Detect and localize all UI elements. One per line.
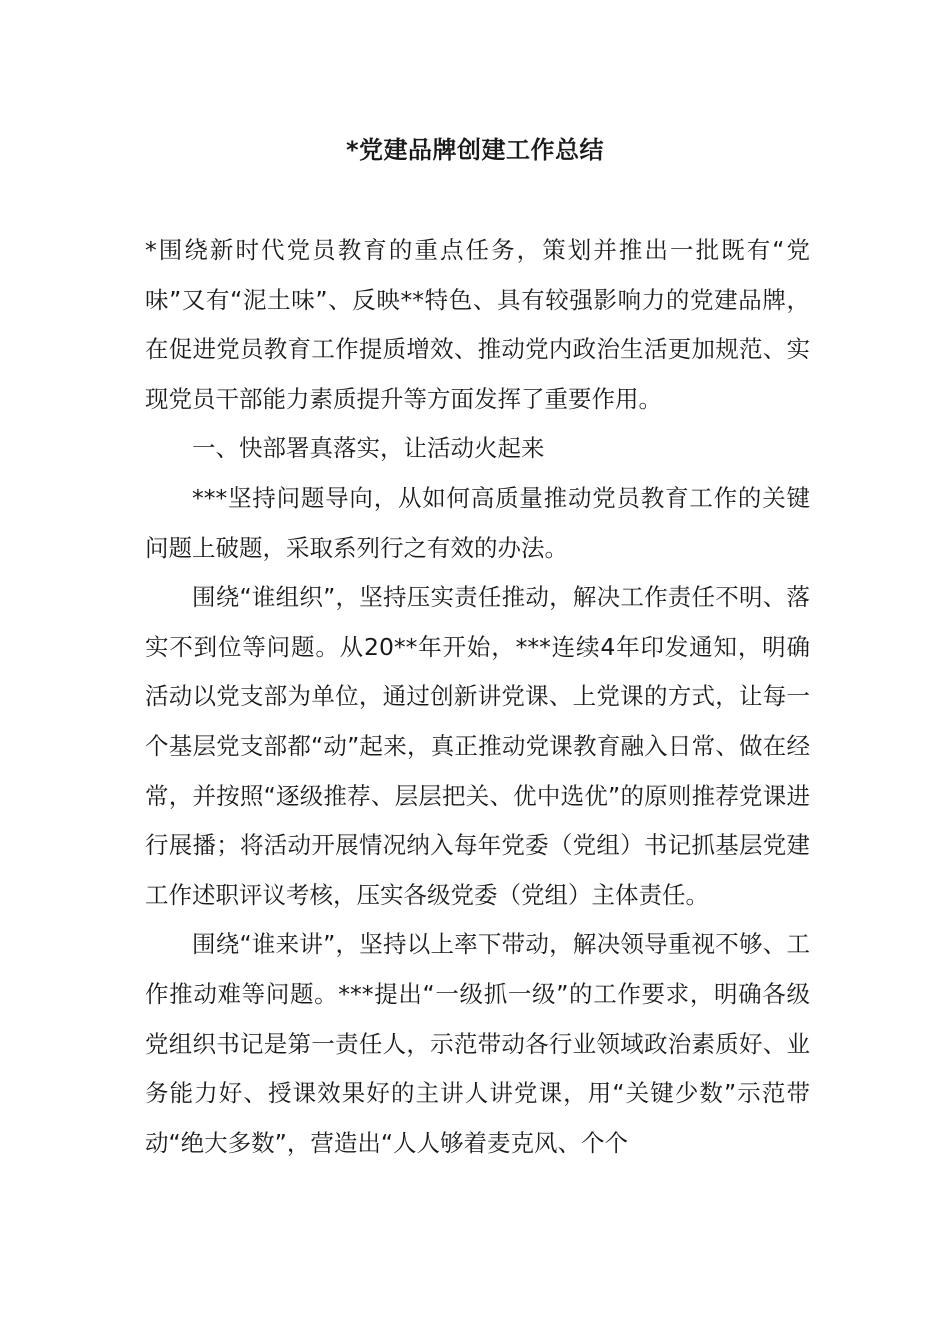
document-title: *党建品牌创建工作总结 <box>345 136 605 164</box>
body-paragraph: ***坚持问题导向，从如何高质量推动党员教育工作的关键问题上破题，采取系列行之有效的办法。 <box>145 483 810 562</box>
body-paragraph: 围绕“谁来讲”，坚持以上率下带动，解决领导重视不够、工作推动难等问题。***提出“一级抓一级”的工作要求，明确各级党组织书记是第一责任人，示范带动各行业领域政治素质好、业务能力好、授课效果好的主讲人讲党课，用“关键少数”示范带动“绝大多数”，营造出“人人够着麦克风、个个 <box>145 930 810 1157</box>
document-body <box>145 226 810 1168</box>
body-paragraph: 围绕“谁组织”，坚持压实责任推动，解决工作责任不明、落实不到位等问题。从20**年开始，***连续4年印发通知，明确活动以党支部为单位，通过创新讲党课、上党课的方式，让每一个基层党支部都“动”起来，真正推动党课教育融入日常、做在经常，并按照“逐级推荐、层层把关、优中选优”的原则推荐党课进行展播；将活动开展情况纳入每年党委（党组）书记抓基层党建工作述职评议考核，压实各级党委（党组）主体责任。 <box>145 583 810 909</box>
intro-paragraph: *围绕新时代党员教育的重点任务，策划并推出一批既有“党味”又有“泥土味”、反映**特色、具有较强影响力的党建品牌，在促进党员教育工作提质增效、推动党内政治生活更加规范、实现党员干部能力素质提升等方面发挥了重要作用。 <box>145 236 810 413</box>
section-heading-1: 一、快部署真落实，让活动火起来 <box>192 434 545 463</box>
